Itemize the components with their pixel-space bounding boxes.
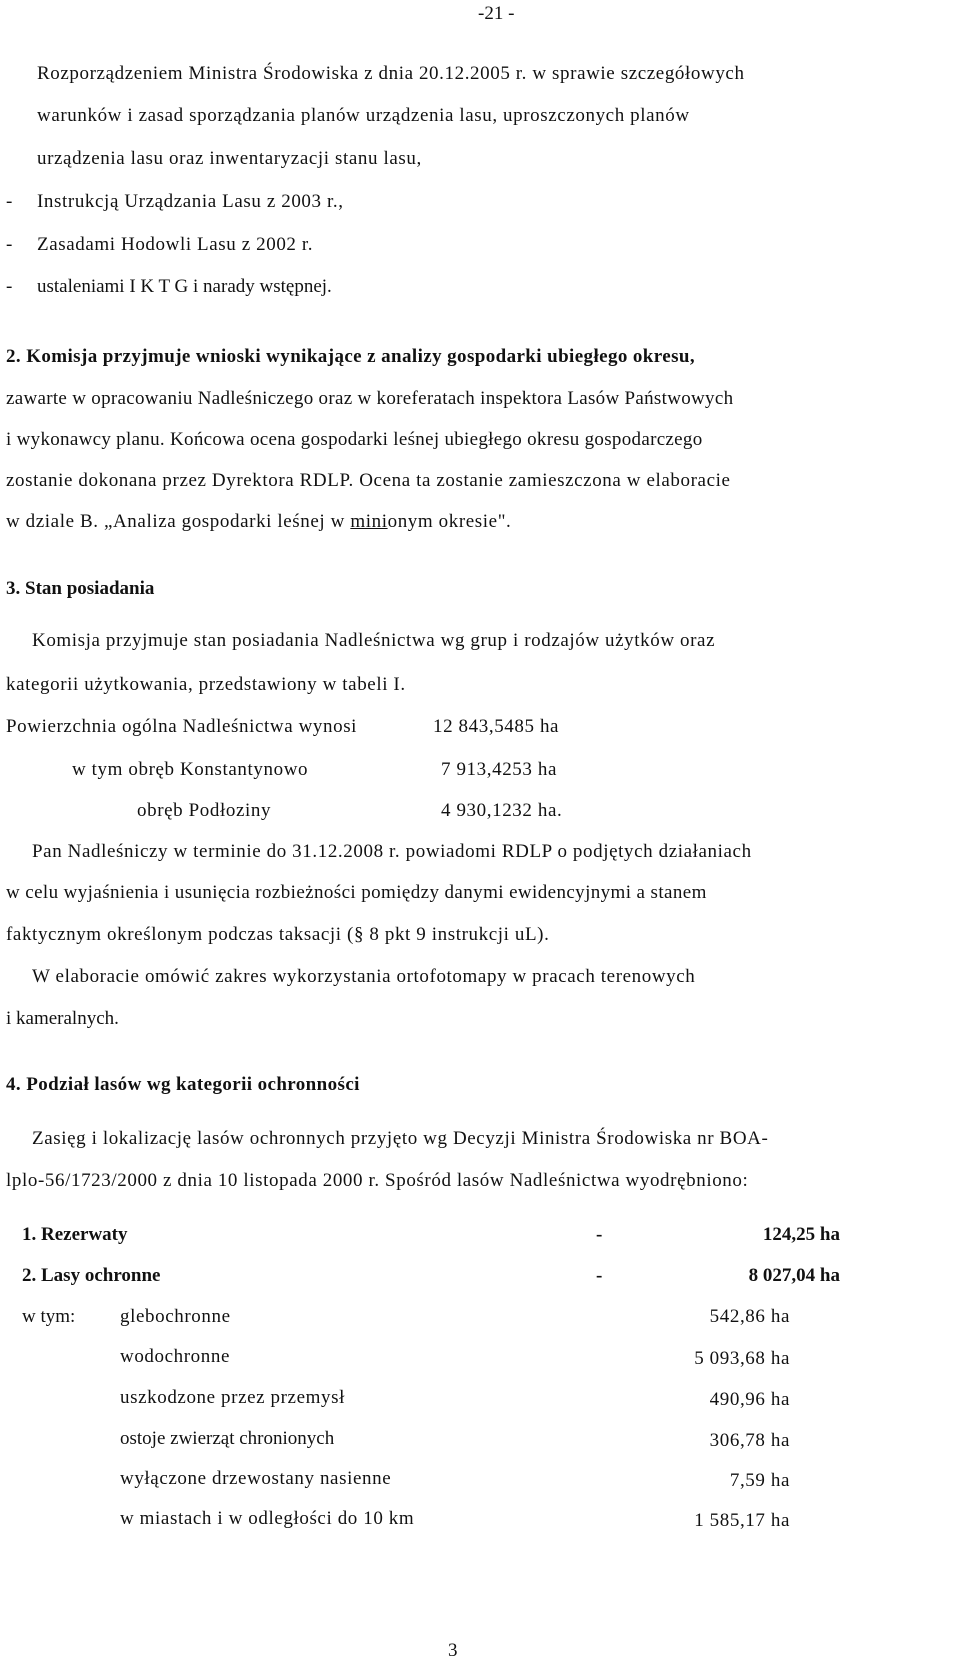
section-2-line: w dziale B. „Analiza gospodarki leśnej w minionym okresie". [6,511,512,532]
category-value-rezerwaty: 124,25 ha [762,1224,840,1245]
category-dash: - [596,1224,603,1245]
area-label-konstantynowo: w tym obręb Konstantynowo [72,759,309,780]
bullet-dash: - [6,234,13,255]
subcategory-label: uszkodzone przez przemysł [120,1387,345,1408]
bullet-dash: - [6,276,13,297]
underlined-fragment: mini [350,511,388,532]
section-2-line: zostanie dokonana przez Dyrektora RDLP. Ocena ta zostanie zamieszczona w elaboracie [6,470,731,491]
section-4-heading: 4. Podział lasów wg kategorii ochronności [6,1074,360,1095]
subcategory-label: w miastach i w odległości do 10 km [120,1508,415,1529]
section-3-para: Komisja przyjmuje stan posiadania Nadleśnictwa wg grup i rodzajów użytków oraz [32,630,716,651]
bullet-item: Instrukcją Urządzania Lasu z 2003 r., [37,191,344,212]
section-3-para: i kameralnych. [6,1008,119,1029]
intro-line: warunków i zasad sporządzania planów urządzenia lasu, uproszczonych planów [37,105,690,126]
category-value-lasy-ochronne: 8 027,04 ha [748,1265,840,1286]
section-3-heading: 3. Stan posiadania [6,578,155,599]
subcategory-label: wodochronne [120,1346,231,1367]
subcategory-value: 5 093,68 ha [694,1348,790,1369]
bullet-dash: - [6,191,13,212]
section-3-para: W elaboracie omówić zakres wykorzystania ortofotomapy w pracach terenowych [32,966,696,987]
section-2-lead: 2. Komisja przyjmuje wnioski wynikające z analizy gospodarki ubiegłego okresu, [6,346,696,367]
category-label-lasy-ochronne: 2. Lasy ochronne [22,1265,161,1286]
section-2-line: zawarte w opracowaniu Nadleśniczego oraz w koreferatach inspektora Lasów Państwowych [6,388,734,409]
intro-line: Rozporządzeniem Ministra Środowiska z dnia 20.12.2005 r. w sprawie szczegółowych [37,63,745,84]
category-label-rezerwaty: 1. Rezerwaty [22,1224,128,1245]
subcategory-value: 542,86 ha [709,1306,790,1327]
subcategory-value: 490,96 ha [709,1389,790,1410]
category-dash: - [596,1265,603,1286]
subcategory-label: wyłączone drzewostany nasienne [120,1468,392,1489]
subcategory-label: glebochronne [120,1306,231,1327]
area-value-podloziny: 4 930,1232 ha. [441,800,563,821]
section-3-para: w celu wyjaśnienia i usunięcia rozbieżności pomiędzy danymi ewidencyjnymi a stanem [6,882,707,903]
subcategory-value: 1 585,17 ha [694,1510,790,1531]
section-4-para: Zasięg i lokalizację lasów ochronnych przyjęto wg Decyzji Ministra Środowiska nr BOA- [32,1128,769,1149]
subcategory-label: ostoje zwierząt chronionych [120,1428,335,1449]
area-value-total: 12 843,5485 ha [433,716,560,737]
page-top-marker: -21 - [478,3,515,24]
area-label-total: Powierzchnia ogólna Nadleśnictwa wynosi [6,716,358,737]
area-value-konstantynowo: 7 913,4253 ha [441,759,557,780]
section-3-para: kategorii użytkowania, przedstawiony w tabeli I. [6,674,406,695]
section-3-para: Pan Nadleśniczy w terminie do 31.12.2008 r. powiadomi RDLP o podjętych działaniach [32,841,752,862]
section-4-para: lplo-56/1723/2000 z dnia 10 listopada 2000 r. Spośród lasów Nadleśnictwa wyodrębniono: [6,1170,749,1191]
subcategory-prefix: w tym: [22,1306,76,1327]
section-2-line: i wykonawcy planu. Końcowa ocena gospodarki leśnej ubiegłego okresu gospodarczego [6,429,703,450]
intro-line: urządzenia lasu oraz inwentaryzacji stanu lasu, [37,148,422,169]
bullet-item: ustaleniami I K T G i narady wstępnej. [37,276,332,297]
subcategory-value: 7,59 ha [729,1470,790,1491]
page-number: 3 [448,1640,458,1661]
subcategory-value: 306,78 ha [709,1430,790,1451]
section-3-para: faktycznym określonym podczas taksacji (§ 8 pkt 9 instrukcji uL). [6,924,550,945]
bullet-item: Zasadami Hodowli Lasu z 2002 r. [37,234,314,255]
area-label-podloziny: obręb Podłoziny [137,800,272,821]
